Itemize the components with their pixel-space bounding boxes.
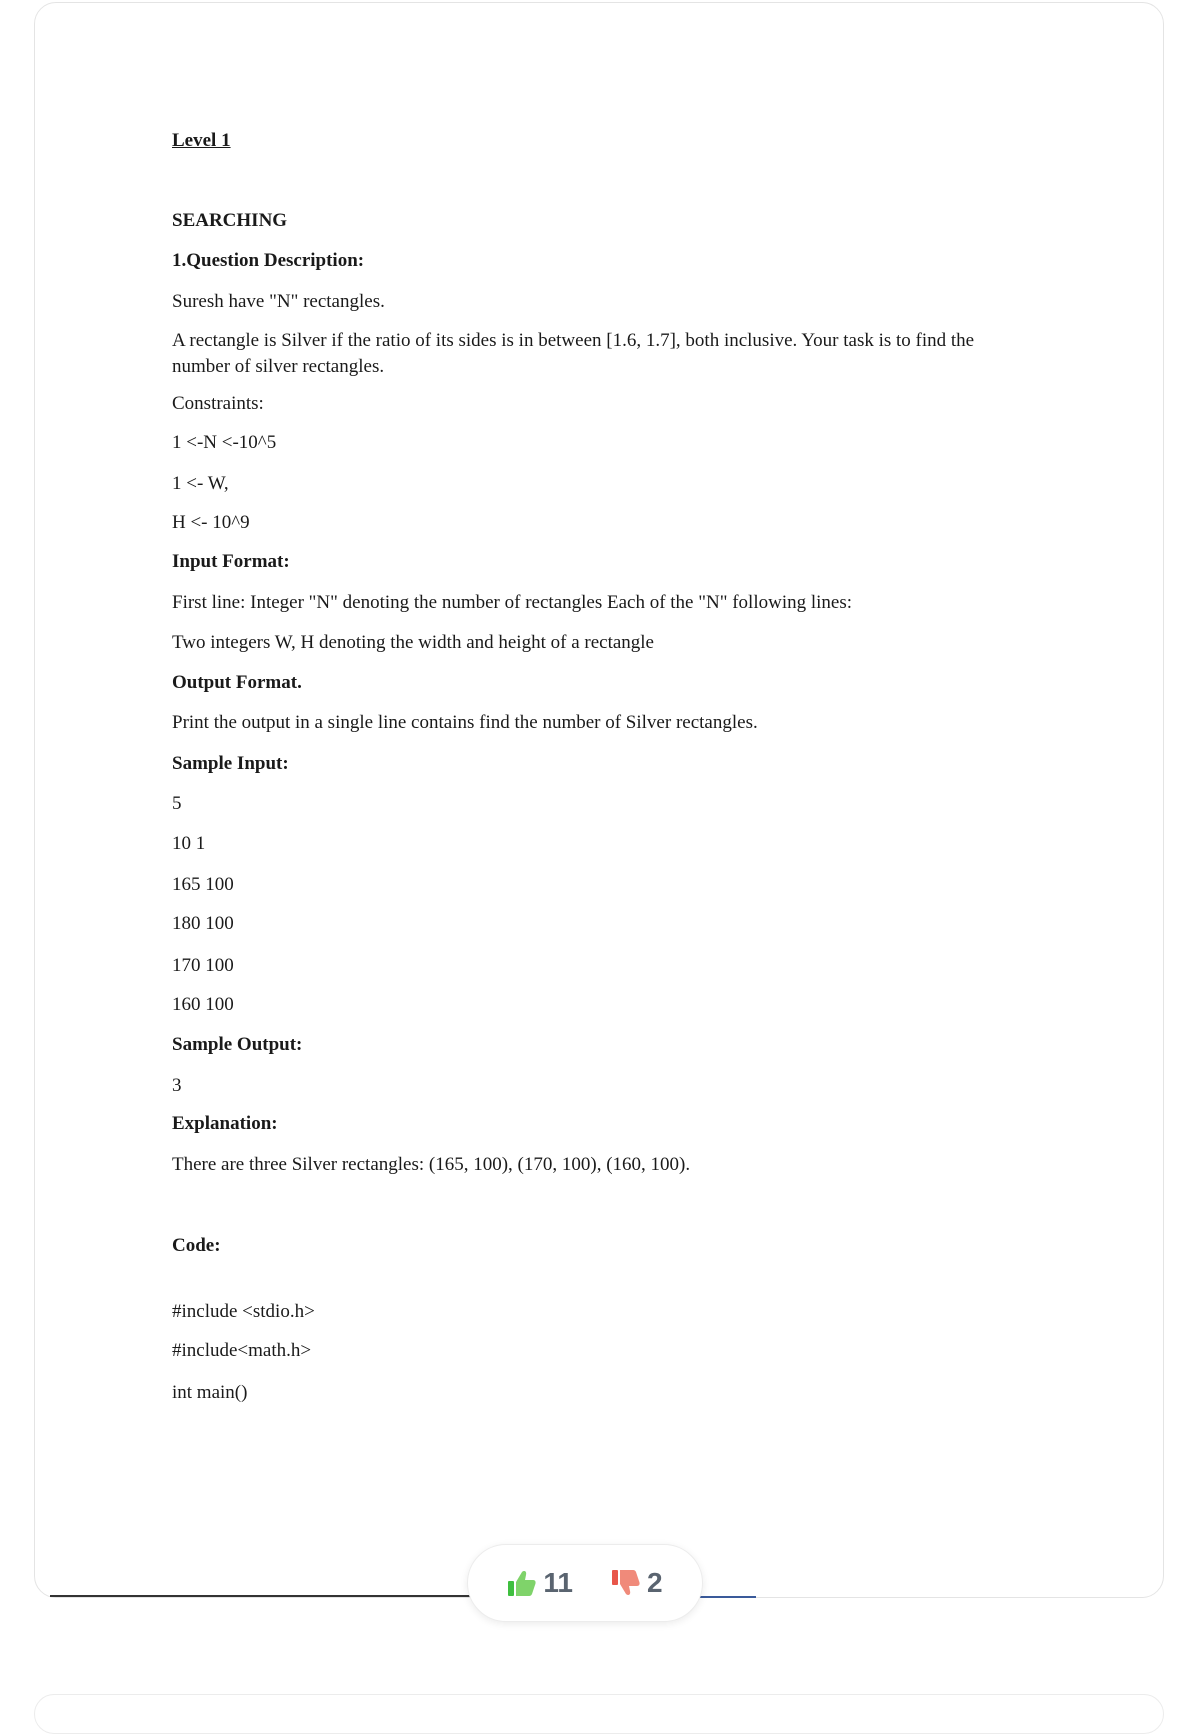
code-line: int main() (172, 1382, 248, 1403)
level-heading: Level 1 (172, 130, 231, 151)
thumbs-down-icon (611, 1569, 641, 1597)
sample-input-line: 180 100 (172, 913, 234, 934)
constraints-label: Constraints: (172, 393, 264, 414)
input-format-line-2: Two integers W, H denoting the width and height of a rectangle (172, 632, 654, 653)
divider-rule-accent (700, 1596, 756, 1598)
section-title: SEARCHING (172, 210, 288, 231)
input-format-line-1: First line: Integer "N" denoting the number of rectangles Each of the "N" following lines: (172, 592, 853, 613)
sample-input-line: 5 (172, 793, 182, 814)
next-card (34, 1694, 1164, 1734)
sample-output-value: 3 (172, 1075, 182, 1096)
vote-bar (467, 1544, 703, 1622)
sample-input-line: 160 100 (172, 994, 234, 1015)
dislike-count: 2 (647, 1567, 663, 1598)
output-format-heading: Output Format. (172, 672, 302, 693)
question-description: A rectangle is Silver if the ratio of its sides is in between [1.6, 1.7], both inclusive. Your task is to find the number of silver rectangles. (172, 330, 975, 377)
constraint-1: 1 <-N <-10^5 (172, 432, 277, 453)
output-format-text: Print the output in a single line contains find the number of Silver rectangles. (172, 712, 758, 733)
sample-input-line: 165 100 (172, 874, 234, 895)
constraint-2: 1 <- W, (172, 473, 229, 494)
input-format-heading: Input Format: (172, 551, 290, 572)
divider-rule (50, 1595, 480, 1597)
constraint-3: H <- 10^9 (172, 512, 250, 533)
code-heading: Code: (172, 1235, 221, 1256)
sample-input-line: 10 1 (172, 833, 206, 854)
sample-output-heading: Sample Output: (172, 1034, 303, 1055)
question-heading: 1.Question Description: (172, 250, 365, 271)
code-line: #include <stdio.h> (172, 1301, 315, 1322)
sample-input-heading: Sample Input: (172, 753, 289, 774)
question-intro: Suresh have "N" rectangles. (172, 291, 385, 312)
dislike-button[interactable] (611, 1567, 663, 1599)
explanation-heading: Explanation: (172, 1113, 278, 1134)
like-button[interactable] (507, 1567, 573, 1599)
code-line: #include<math.h> (172, 1340, 312, 1361)
thumbs-up-icon (507, 1569, 537, 1597)
explanation-text: There are three Silver rectangles: (165, 100), (170, 100), (160, 100). (172, 1154, 691, 1175)
sample-input-line: 170 100 (172, 955, 234, 976)
like-count: 11 (543, 1567, 574, 1598)
